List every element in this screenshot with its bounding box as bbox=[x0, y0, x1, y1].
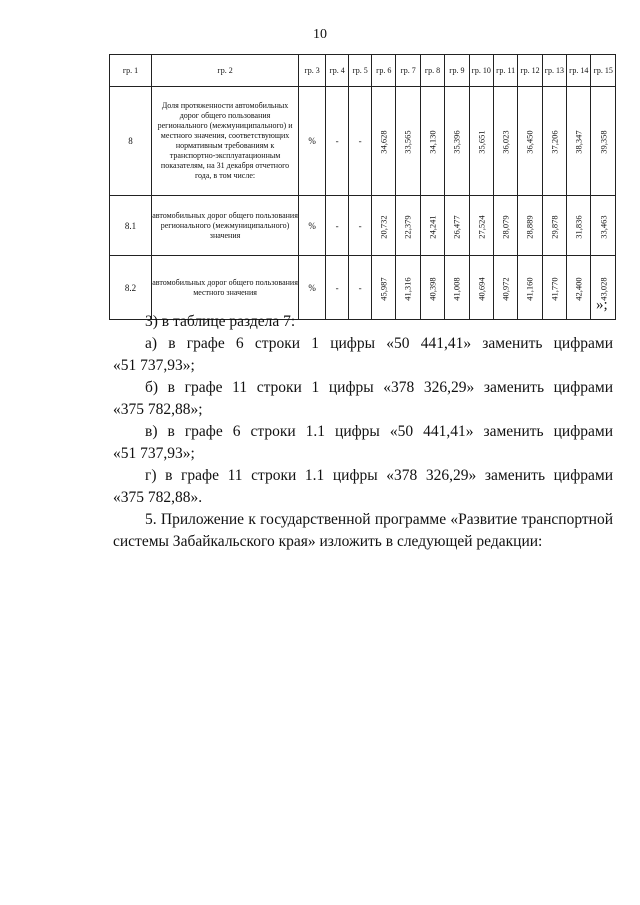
table-row bbox=[110, 87, 616, 196]
row-g5: - bbox=[349, 256, 372, 320]
row-unit: % bbox=[299, 87, 326, 196]
header-cell: гр. 4 bbox=[326, 55, 349, 87]
header-cell: гр. 5 bbox=[349, 55, 372, 87]
value-cell: 40,398 bbox=[427, 276, 438, 301]
header-cell: гр. 6 bbox=[372, 55, 396, 87]
value-cell: 41,316 bbox=[403, 276, 414, 301]
value-cell: 34,130 bbox=[427, 130, 438, 154]
table-row bbox=[110, 196, 616, 256]
paragraph-b-line1: б) в графе 11 строки 1 цифры «378 326,29» заменить цифрами bbox=[145, 379, 613, 396]
row-number: 8.1 bbox=[110, 196, 152, 256]
header-cell: гр. 15 bbox=[591, 55, 616, 87]
paragraph-3: 3) в таблице раздела 7: bbox=[145, 313, 296, 330]
value-cell: 29,878 bbox=[549, 214, 560, 239]
paragraph-5-line1: 5. Приложение к государственной программе «Развитие транспортной bbox=[145, 511, 613, 528]
value-cell: 33,565 bbox=[403, 130, 414, 154]
value-cell: 35,396 bbox=[451, 130, 462, 154]
value-cell: 26,477 bbox=[451, 214, 462, 239]
value-cell: 41,160 bbox=[525, 276, 536, 301]
value-cell: 39,358 bbox=[598, 130, 609, 154]
row-g5: - bbox=[349, 87, 372, 196]
row-g4: - bbox=[326, 256, 349, 320]
paragraph-a-line1: а) в графе 6 строки 1 цифры «50 441,41» заменить цифрами bbox=[145, 335, 613, 352]
row-name: Доля протяженности автомобильных дорог общего пользования регионального (межмуниципального) и местного значения, соответствующих нормативным требованиям к транспортно-эксплуатационным показателям, на 31 декабря отчетного года, в том числе: bbox=[152, 87, 299, 196]
value-cell: 22,379 bbox=[403, 214, 414, 239]
row-name: автомобильных дорог общего пользования регионального (межмуниципального) значения bbox=[152, 196, 299, 256]
table-row bbox=[110, 256, 616, 320]
header-cell: гр. 2 bbox=[152, 55, 299, 87]
value-cell: 31,836 bbox=[573, 214, 584, 239]
row-number: 8.2 bbox=[110, 256, 152, 320]
paragraph-d-line1: г) в графе 11 строки 1.1 цифры «378 326,29» заменить цифрами bbox=[145, 467, 613, 484]
amendment-text bbox=[113, 311, 613, 553]
value-cell: 43,028 bbox=[598, 276, 609, 301]
paragraph-a-line2: «51 737,93»; bbox=[113, 357, 195, 374]
value-cell: 36,023 bbox=[500, 130, 511, 154]
header-cell: гр. 9 bbox=[445, 55, 469, 87]
row-g4: - bbox=[326, 196, 349, 256]
value-cell: 37,206 bbox=[549, 130, 560, 154]
page-number: 10 bbox=[313, 27, 327, 42]
row-number: 8 bbox=[110, 87, 152, 196]
value-cell: 42,400 bbox=[573, 276, 584, 301]
header-cell: гр. 14 bbox=[567, 55, 591, 87]
closing-quote: »; bbox=[596, 297, 608, 313]
value-cell: 28,889 bbox=[525, 214, 536, 239]
header-cell: гр. 12 bbox=[518, 55, 542, 87]
header-cell: гр. 3 bbox=[299, 55, 326, 87]
value-cell: 24,241 bbox=[427, 214, 438, 239]
value-cell: 38,347 bbox=[573, 130, 584, 154]
value-cell: 40,694 bbox=[476, 276, 487, 301]
value-cell: 45,987 bbox=[378, 276, 389, 301]
value-cell: 36,450 bbox=[525, 130, 536, 154]
header-cell: гр. 11 bbox=[493, 55, 517, 87]
value-cell: 41,770 bbox=[549, 276, 560, 301]
table-header-row bbox=[110, 55, 616, 87]
header-cell: гр. 8 bbox=[420, 55, 444, 87]
value-cell: 20,732 bbox=[378, 214, 389, 239]
value-cell: 27,524 bbox=[476, 214, 487, 239]
value-cell: 34,628 bbox=[378, 130, 389, 154]
row-g5: - bbox=[349, 196, 372, 256]
row-g4: - bbox=[326, 87, 349, 196]
value-cell: 41,008 bbox=[451, 276, 462, 301]
header-cell: гр. 7 bbox=[396, 55, 420, 87]
value-cell: 33,463 bbox=[598, 214, 609, 239]
value-cell: 35,651 bbox=[476, 130, 487, 154]
row-unit: % bbox=[299, 256, 326, 320]
indicators-table bbox=[109, 54, 616, 320]
value-cell: 40,972 bbox=[500, 276, 511, 301]
paragraph-5-line2: системы Забайкальского края» изложить в следующей редакции: bbox=[113, 533, 543, 550]
header-cell: гр. 1 bbox=[110, 55, 152, 87]
row-unit: % bbox=[299, 196, 326, 256]
paragraph-c-line2: «51 737,93»; bbox=[113, 445, 195, 462]
paragraph-c-line1: в) в графе 6 строки 1.1 цифры «50 441,41» заменить цифрами bbox=[145, 423, 613, 440]
header-cell: гр. 10 bbox=[469, 55, 493, 87]
paragraph-b-line2: «375 782,88»; bbox=[113, 401, 203, 418]
value-cell: 28,079 bbox=[500, 214, 511, 239]
header-cell: гр. 13 bbox=[542, 55, 566, 87]
paragraph-d-line2: «375 782,88». bbox=[113, 489, 203, 506]
row-name: автомобильных дорог общего пользования местного значения bbox=[152, 256, 299, 320]
